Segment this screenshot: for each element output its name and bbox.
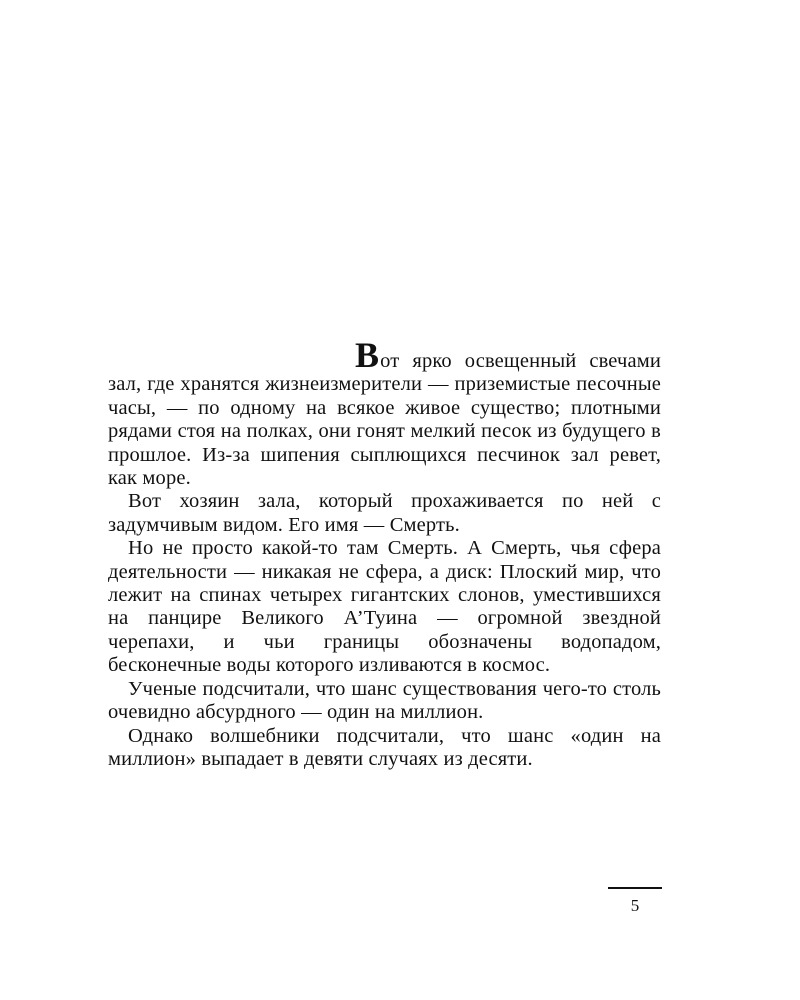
page-number: 5 [630,896,640,915]
drop-cap: В [355,335,380,375]
paragraph-1 [108,335,661,490]
page-body-text [108,335,661,771]
paragraph-1-text: от ярко освещенный свечами зал, где хранятся жизнеизмерители — приземистые песочные часы, — по одному на всякое живое существо; плотными рядами стоя на полках, они гонят мелкий песок из будущего в прошлое. Из-за шипения сыплющихся песчинок зал ревет, как море. [108,350,661,490]
footer-rule [608,887,662,889]
paragraph-2: Вот хозяин зала, который прохаживается по ней с задумчивым видом. Его имя — Смерть. [108,490,661,536]
paragraph-5: Однако волшебники подсчитали, что шанс «один на миллион» выпадает в девяти случаях из десяти. [108,724,661,770]
paragraph-3: Но не просто какой-то там Смерть. А Смерть, чья сфера деятельности — никакая не сфера, а диск: Плоский мир, что лежит на спинах четырех гигантских слонов, уместившихся на панцире Великого А’Туина — огромной звездной черепахи, и чьи границы обозначены водопадом, бесконечные воды которого изливаются в космос. [108,537,661,677]
paragraph-4: Ученые подсчитали, что шанс существования чего-то столь очевидно абсурдного — один на миллион. [108,677,661,724]
